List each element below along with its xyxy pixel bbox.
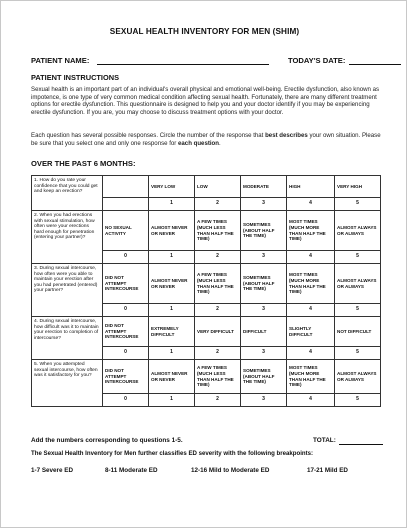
score-cell[interactable]: 1 bbox=[149, 251, 195, 264]
patient-name-field[interactable] bbox=[97, 64, 269, 65]
score-cell[interactable]: 2 bbox=[195, 198, 241, 211]
score-cell[interactable]: 4 bbox=[287, 394, 335, 407]
score-cell[interactable]: 5 bbox=[335, 251, 381, 264]
question-1: 1. How do you rate your confidence that you could get and keep an erection? bbox=[32, 176, 103, 211]
question-4: 4. During sexual intercourse, how difficult was it to maintain your erection to completion of intercourse? bbox=[32, 317, 103, 360]
breakpoint-mild: 17-21 Mild ED bbox=[307, 467, 348, 474]
option-cell[interactable]: SOMETIMES (ABOUT HALF THE TIME) bbox=[241, 211, 287, 251]
option-cell[interactable]: DID NOT ATTEMPT INTERCOURSE bbox=[103, 360, 149, 394]
form-title: SEXUAL HEALTH INVENTORY FOR MEN (SHIM) bbox=[109, 27, 300, 36]
todays-date-field[interactable] bbox=[349, 64, 401, 65]
score-cell[interactable]: 2 bbox=[195, 394, 241, 407]
score-cell[interactable]: 1 bbox=[149, 198, 195, 211]
score-cell[interactable]: 4 bbox=[287, 251, 335, 264]
option-cell[interactable]: ALMOST NEVER OR NEVER bbox=[149, 211, 195, 251]
instructions-emphasis: each question bbox=[178, 139, 220, 147]
option-cell[interactable]: SOMETIMES (ABOUT HALF THE TIME) bbox=[241, 360, 287, 394]
option-cell[interactable]: ALMOST NEVER OR NEVER bbox=[149, 264, 195, 304]
option-cell[interactable]: ALMOST ALWAYS OR ALWAYS bbox=[335, 211, 381, 251]
score-cell[interactable]: 4 bbox=[287, 304, 335, 317]
score-cell[interactable]: 3 bbox=[241, 394, 287, 407]
question-3: 3. During sexual intercourse, how often were you able to maintain your erection after you had penetrated (entered) your partner? bbox=[32, 264, 103, 317]
option-cell[interactable]: VERY DIFFICULT bbox=[195, 317, 241, 347]
option-cell[interactable]: EXTREMELY DIFFICULT bbox=[149, 317, 195, 347]
total-label: TOTAL: bbox=[313, 437, 336, 444]
option-cell[interactable]: MOST TIMES (MUCH MORE THAN HALF THE TIME) bbox=[287, 264, 335, 304]
instructions-heading: PATIENT INSTRUCTIONS bbox=[31, 73, 120, 82]
score-cell[interactable]: 2 bbox=[195, 347, 241, 360]
instructions-text: Each question has several possible responses. Circle the number of the response that bbox=[31, 132, 266, 139]
option-cell[interactable]: DIFFICULT bbox=[241, 317, 287, 347]
score-cell[interactable]: 5 bbox=[335, 304, 381, 317]
score-cell[interactable]: 4 bbox=[287, 347, 335, 360]
score-cell[interactable]: 3 bbox=[241, 304, 287, 317]
score-cell[interactable]: 0 bbox=[103, 394, 149, 407]
questionnaire-table bbox=[31, 175, 381, 407]
option-cell[interactable]: ALMOST NEVER OR NEVER bbox=[149, 360, 195, 394]
score-cell[interactable]: 0 bbox=[103, 251, 149, 264]
option-cell[interactable]: DID NOT ATTEMPT INTERCOURSE bbox=[103, 264, 149, 304]
instructions-text: your own situation. Please be sure that you select one and only one response for bbox=[31, 132, 381, 147]
question-5: 5. When you attempted sexual intercourse, how often was it satisfactory for you? bbox=[32, 360, 103, 407]
todays-date-label: TODAY'S DATE: bbox=[288, 56, 346, 65]
option-cell[interactable]: DID NOT ATTEMPT INTERCOURSE bbox=[103, 317, 149, 347]
score-cell[interactable]: 1 bbox=[149, 394, 195, 407]
instructions-paragraph-1: Sexual health is an important part of an individual's overall physical and emotional well-being. Erectile dysfunction, also known as impotence, is one type of very common medical condition affecting sexual health. Fortunately, there are many different treatment options for erectile dysfunction. This questionnaire is designed to help you and your doctor identify if you may be experiencing erectile dysfunction. If you are, you may choose to discuss treatment options with your doctor. bbox=[31, 86, 380, 116]
option-cell[interactable]: SLIGHTLY DIFFICULT bbox=[287, 317, 335, 347]
option-cell[interactable]: NO SEXUAL ACTIVITY bbox=[103, 211, 149, 251]
score-cell[interactable]: 5 bbox=[335, 347, 381, 360]
patient-name-label: PATIENT NAME: bbox=[31, 56, 90, 65]
score-cell[interactable] bbox=[103, 198, 149, 211]
breakpoint-mild-to-moderate: 12-16 Mild to Moderate ED bbox=[191, 467, 270, 474]
option-cell[interactable]: A FEW TIMES (MUCH LESS THAN HALF THE TIME) bbox=[195, 264, 241, 304]
option-cell[interactable] bbox=[103, 176, 149, 198]
option-cell[interactable]: VERY LOW bbox=[149, 176, 195, 198]
option-cell[interactable]: SOMETIMES (ABOUT HALF THE TIME) bbox=[241, 264, 287, 304]
option-cell[interactable]: MOST TIMES (MUCH MORE THAN HALF THE TIME) bbox=[287, 211, 335, 251]
add-numbers-instruction: Add the numbers corresponding to questions 1-5. bbox=[31, 437, 183, 444]
score-cell[interactable]: 2 bbox=[195, 251, 241, 264]
score-cell[interactable]: 3 bbox=[241, 251, 287, 264]
option-cell[interactable]: ALMOST ALWAYS OR ALWAYS bbox=[335, 360, 381, 394]
question-2: 2. When you had erections with sexual stimulation, how often were your erections hard enough for penetration (entering your partner)? bbox=[32, 211, 103, 264]
option-cell[interactable]: A FEW TIMES (MUCH LESS THAN HALF THE TIME) bbox=[195, 360, 241, 394]
option-cell[interactable]: MOST TIMES (MUCH MORE THAN HALF THE TIME) bbox=[287, 360, 335, 394]
instructions-emphasis: best describes bbox=[265, 132, 308, 139]
over-past-6-months-heading: OVER THE PAST 6 MONTHS: bbox=[31, 159, 136, 168]
score-cell[interactable]: 4 bbox=[287, 198, 335, 211]
breakpoint-severe: 1-7 Severe ED bbox=[31, 467, 74, 474]
score-cell[interactable]: 5 bbox=[335, 198, 381, 211]
score-cell[interactable]: 0 bbox=[103, 347, 149, 360]
patient-info-row bbox=[31, 56, 383, 68]
instructions-text: . bbox=[219, 139, 221, 147]
option-cell[interactable]: MODERATE bbox=[241, 176, 287, 198]
score-cell[interactable]: 1 bbox=[149, 304, 195, 317]
option-cell[interactable]: A FEW TIMES (MUCH LESS THAN HALF THE TIME) bbox=[195, 211, 241, 251]
total-field[interactable] bbox=[339, 444, 383, 445]
score-cell[interactable]: 5 bbox=[335, 394, 381, 407]
option-cell[interactable]: NOT DIFFICULT bbox=[335, 317, 381, 347]
score-cell[interactable]: 0 bbox=[103, 304, 149, 317]
option-cell[interactable]: HIGH bbox=[287, 176, 335, 198]
instructions-paragraph-2 bbox=[31, 132, 383, 147]
classification-text: The Sexual Health Inventory for Men further classifies ED severity with the following breakpoints: bbox=[31, 450, 314, 457]
score-cell[interactable]: 2 bbox=[195, 304, 241, 317]
score-cell[interactable]: 3 bbox=[241, 198, 287, 211]
option-cell[interactable]: ALMOST ALWAYS OR ALWAYS bbox=[335, 264, 381, 304]
option-cell[interactable]: VERY HIGH bbox=[335, 176, 381, 198]
score-cell[interactable]: 1 bbox=[149, 347, 195, 360]
option-cell[interactable]: LOW bbox=[195, 176, 241, 198]
score-cell[interactable]: 3 bbox=[241, 347, 287, 360]
breakpoint-moderate: 8-11 Moderate ED bbox=[105, 467, 158, 474]
